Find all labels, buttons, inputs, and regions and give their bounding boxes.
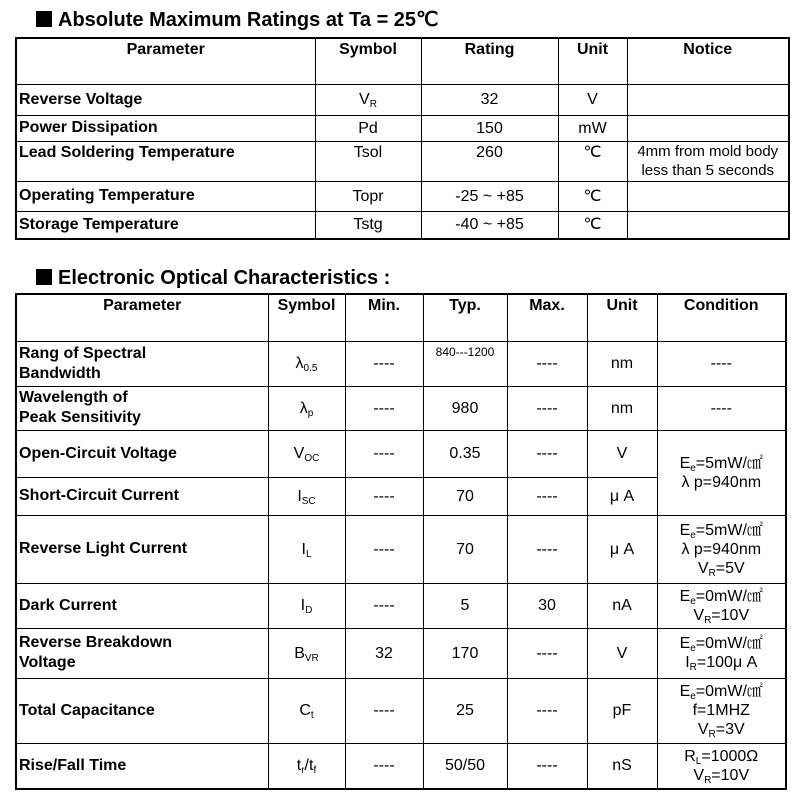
- unit-cell: V: [558, 84, 627, 115]
- param-rise-fall-time: Rise/Fall Time: [16, 743, 268, 789]
- table-header-row: [16, 38, 789, 84]
- header-symbol: Symbol: [315, 38, 421, 84]
- notice-cell: 4mm from mold body less than 5 seconds: [627, 141, 789, 181]
- notice-cell: [627, 115, 789, 141]
- param-short-circuit-current: Short-Circuit Current: [16, 477, 268, 515]
- condition-cell: $E_e=5mW/㎠$ λ p=940nm: [657, 430, 786, 515]
- table-row: [16, 515, 786, 583]
- typ-cell: 0.35: [423, 430, 507, 477]
- param-dark-current: Dark Current: [16, 583, 268, 628]
- unit-cell: nA: [587, 583, 657, 628]
- max-cell: ----: [507, 515, 587, 583]
- condition-cell: ----: [657, 341, 786, 386]
- header-parameter: Parameter: [16, 38, 315, 84]
- header-notice: Notice: [627, 38, 789, 84]
- min-cell: ----: [345, 743, 423, 789]
- unit-cell: nS: [587, 743, 657, 789]
- unit-cell: ℃: [558, 181, 627, 211]
- min-cell: 32: [345, 628, 423, 678]
- rating-cell: 150: [421, 115, 558, 141]
- condition-cell: ----: [657, 386, 786, 430]
- absolute-max-ratings-table: [15, 37, 790, 240]
- condition-cell: $E_e=0mW/㎠$ $V_R=10V$: [657, 583, 786, 628]
- max-cell: ----: [507, 430, 587, 477]
- header-min: Min.: [345, 294, 423, 341]
- header-unit: Unit: [558, 38, 627, 84]
- symbol-cell: $C_t$: [268, 678, 345, 743]
- max-cell: ----: [507, 743, 587, 789]
- symbol-cell: $I_D$: [268, 583, 345, 628]
- rating-cell: -25 ~ +85: [421, 181, 558, 211]
- param-lead-soldering: Lead Soldering Temperature: [16, 141, 315, 181]
- max-cell: ----: [507, 678, 587, 743]
- min-cell: ----: [345, 386, 423, 430]
- param-peak-sensitivity: Wavelength of Peak Sensitivity: [16, 386, 268, 430]
- condition-cell: $E_e=0mW/㎠$ $I_R=100\mu$ A: [657, 628, 786, 678]
- rating-cell: 32: [421, 84, 558, 115]
- header-rating: Rating: [421, 38, 558, 84]
- unit-cell: μ A: [587, 515, 657, 583]
- unit-cell: mW: [558, 115, 627, 141]
- table-row: [16, 211, 789, 239]
- square-bullet-icon: [36, 11, 52, 27]
- symbol-cell: Tsol: [315, 141, 421, 181]
- typ-cell: 25: [423, 678, 507, 743]
- param-spectral-bandwidth: Rang of Spectral Bandwidth: [16, 341, 268, 386]
- rating-cell: -40 ~ +85: [421, 211, 558, 239]
- param-total-capacitance: Total Capacitance: [16, 678, 268, 743]
- table-row: [16, 628, 786, 678]
- section-title-optical: Electronic Optical Characteristics :: [36, 266, 390, 290]
- symbol-cell: $V_{OC}$: [268, 430, 345, 477]
- header-max: Max.: [507, 294, 587, 341]
- typ-cell: 840---1200: [423, 341, 507, 386]
- symbol-cell: $B_{VR}$: [268, 628, 345, 678]
- notice-cell: [627, 181, 789, 211]
- table-header-row: [16, 294, 786, 341]
- unit-cell: pF: [587, 678, 657, 743]
- symbol-cell: $V_R$: [315, 84, 421, 115]
- section-title-absolute-max: Absolute Maximum Ratings at Ta = 25℃: [36, 8, 439, 32]
- rating-cell: 260: [421, 141, 558, 181]
- square-bullet-icon: [36, 269, 52, 285]
- min-cell: ----: [345, 515, 423, 583]
- header-symbol: Symbol: [268, 294, 345, 341]
- unit-cell: ℃: [558, 141, 627, 181]
- param-open-circuit-voltage: Open-Circuit Voltage: [16, 430, 268, 477]
- header-typ: Typ.: [423, 294, 507, 341]
- typ-cell: 70: [423, 477, 507, 515]
- table-row: [16, 141, 789, 181]
- header-parameter: Parameter: [16, 294, 268, 341]
- typ-cell: 5: [423, 583, 507, 628]
- table-row: [16, 678, 786, 743]
- min-cell: ----: [345, 678, 423, 743]
- unit-cell: V: [587, 430, 657, 477]
- param-reverse-light-current: Reverse Light Current: [16, 515, 268, 583]
- max-cell: ----: [507, 386, 587, 430]
- param-storage-temperature: Storage Temperature: [16, 211, 315, 239]
- unit-cell: nm: [587, 386, 657, 430]
- header-condition: Condition: [657, 294, 786, 341]
- min-cell: ----: [345, 430, 423, 477]
- table-row: [16, 583, 786, 628]
- unit-cell: V: [587, 628, 657, 678]
- typ-cell: 170: [423, 628, 507, 678]
- max-cell: ----: [507, 341, 587, 386]
- unit-cell: nm: [587, 341, 657, 386]
- optical-characteristics-table: [15, 293, 787, 790]
- symbol-cell: $t_r/t_f$: [268, 743, 345, 789]
- min-cell: ----: [345, 341, 423, 386]
- symbol-cell: Pd: [315, 115, 421, 141]
- unit-cell: μ A: [587, 477, 657, 515]
- param-operating-temperature: Operating Temperature: [16, 181, 315, 211]
- notice-cell: [627, 211, 789, 239]
- table-row: [16, 115, 789, 141]
- condition-cell: $E_e=5mW/㎠$ λ p=940nm $V_R=5V$: [657, 515, 786, 583]
- max-cell: ----: [507, 628, 587, 678]
- table-row: [16, 181, 789, 211]
- symbol-cell: $I_L$: [268, 515, 345, 583]
- typ-cell: 70: [423, 515, 507, 583]
- header-unit: Unit: [587, 294, 657, 341]
- symbol-cell: $I_{SC}$: [268, 477, 345, 515]
- condition-cell: $R_L=1000\Omega$ $V_R=10V$: [657, 743, 786, 789]
- max-cell: 30: [507, 583, 587, 628]
- table-row: [16, 84, 789, 115]
- symbol-cell: $\lambda_p$: [268, 386, 345, 430]
- typ-cell: 980: [423, 386, 507, 430]
- table-row: [16, 743, 786, 789]
- table-row: [16, 386, 786, 430]
- table-row: [16, 341, 786, 386]
- typ-cell: 50/50: [423, 743, 507, 789]
- max-cell: ----: [507, 477, 587, 515]
- symbol-cell: $\lambda_{0.5}$: [268, 341, 345, 386]
- param-power-dissipation: Power Dissipation: [16, 115, 315, 141]
- symbol-cell: Tstg: [315, 211, 421, 239]
- unit-cell: ℃: [558, 211, 627, 239]
- param-reverse-breakdown-voltage: Reverse Breakdown Voltage: [16, 628, 268, 678]
- min-cell: ----: [345, 477, 423, 515]
- symbol-cell: Topr: [315, 181, 421, 211]
- condition-cell: $E_e=0mW/㎠$ f=1MHZ $V_R=3V$: [657, 678, 786, 743]
- notice-cell: [627, 84, 789, 115]
- table-row: [16, 430, 786, 477]
- min-cell: ----: [345, 583, 423, 628]
- param-reverse-voltage: Reverse Voltage: [16, 84, 315, 115]
